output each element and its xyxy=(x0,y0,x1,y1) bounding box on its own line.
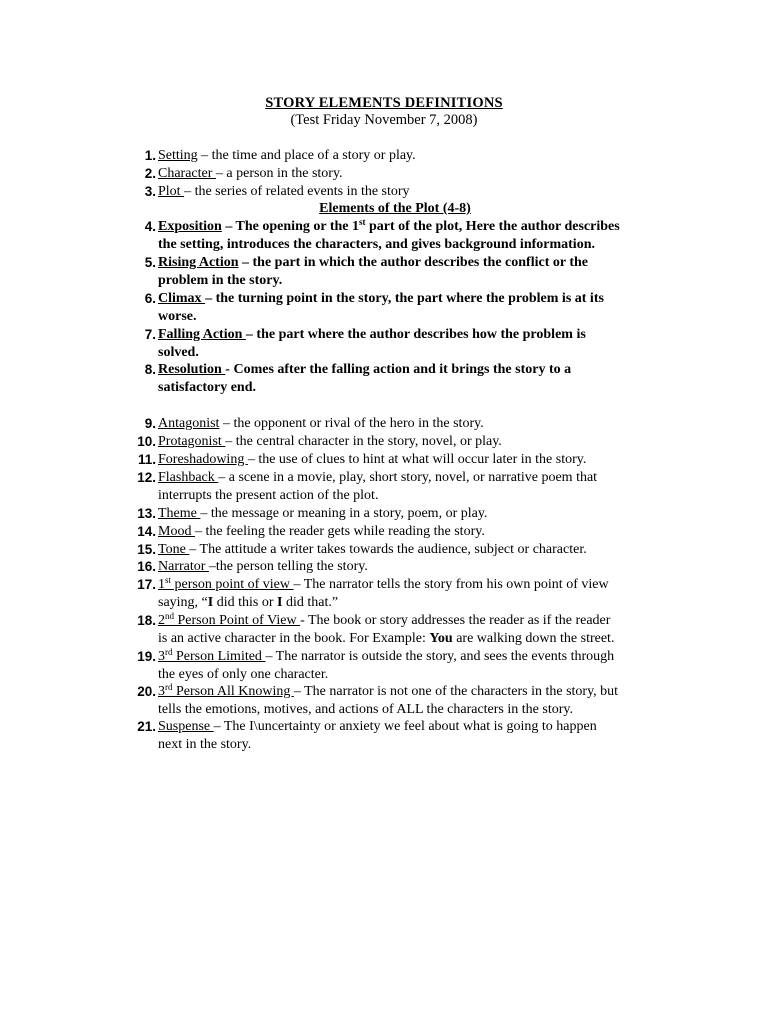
item-term: Plot xyxy=(158,184,185,199)
item-definition: – the series of related events in the story xyxy=(184,184,410,199)
item-definition-line2: problem in the story. xyxy=(158,273,283,288)
item-number: 2. xyxy=(144,166,156,181)
ordinal-suffix: st xyxy=(358,217,366,227)
item-number: 4. xyxy=(144,219,156,234)
item-number: 20. xyxy=(137,684,156,699)
item-definition: – the message or meaning in a story, poem, or play. xyxy=(200,506,488,521)
ordinal-suffix: st xyxy=(165,575,172,585)
item-number: 9. xyxy=(144,416,156,431)
item-term: Rising Action xyxy=(158,255,239,270)
item-number: 15. xyxy=(137,542,156,557)
item-definition-line2: next in the story. xyxy=(158,737,252,752)
item-definition: – The opening or the 1 xyxy=(221,219,359,234)
item-definition-line2: tells the emotions, motives, and actions of ALL the characters in the story. xyxy=(158,702,573,717)
item-term: Theme xyxy=(158,506,201,521)
item-definition: – The I\uncertainty or anxiety we feel about what is going to happen xyxy=(213,719,597,734)
item-definition: – The narrator is not one of the characters in the story, but xyxy=(293,684,619,699)
item-definition: – the time and place of a story or play. xyxy=(197,148,416,163)
item-term: 2nd Person Point of View xyxy=(158,611,301,628)
item-term: Character xyxy=(158,166,216,181)
item-number: 18. xyxy=(137,613,156,628)
item-definition: - The book or story addresses the reader as if the reader xyxy=(300,613,611,628)
item-definition-line2: solved. xyxy=(158,345,199,360)
item-term: Narrator xyxy=(158,559,209,574)
item-definition: – the central character in the story, novel, or play. xyxy=(225,434,502,449)
item-definition: – the feeling the reader gets while reading the story. xyxy=(194,524,485,539)
item-term: 3rd Person All Knowing xyxy=(158,682,294,699)
item-term: Climax xyxy=(158,291,206,306)
item-definition: – The narrator is outside the story, and sees the events through xyxy=(265,649,615,664)
item-definition-line2: interrupts the present action of the plot. xyxy=(158,488,379,503)
document-title: STORY ELEMENTS DEFINITIONS xyxy=(265,95,503,111)
item-term: 3rd Person Limited xyxy=(158,647,266,664)
item-number: 17. xyxy=(137,577,156,592)
item-number: 7. xyxy=(144,327,156,342)
item-definition: – the use of clues to hint at what will occur later in the story. xyxy=(247,452,587,467)
item-number: 19. xyxy=(137,649,156,664)
item-term: Antagonist xyxy=(158,416,220,431)
item-definition: – The attitude a writer takes towards the audience, subject or character. xyxy=(189,542,587,557)
item-definition: – the opponent or rival of the hero in the story. xyxy=(219,416,484,431)
item-definition: – the part where the author describes how the problem is xyxy=(245,327,586,342)
item-definition-line2: is an active character in the book. For Example: You are walking down the street. xyxy=(158,631,615,646)
ordinal-suffix: rd xyxy=(165,647,173,657)
item-definition: – a person in the story. xyxy=(215,166,343,181)
item-definition: – the turning point in the story, the part where the problem is at its xyxy=(205,291,604,306)
item-number: 21. xyxy=(137,719,156,734)
item-term: Foreshadowing xyxy=(158,452,248,467)
item-definition-line2: the setting, introduces the characters, and gives background information. xyxy=(158,237,595,252)
item-number: 12. xyxy=(137,470,156,485)
item-definition: - Comes after the falling action and it brings the story to a xyxy=(225,362,572,377)
item-term: Resolution xyxy=(158,362,226,377)
item-definition-line2: the eyes of only one character. xyxy=(158,667,329,682)
item-number: 3. xyxy=(144,184,156,199)
item-definition-line2: saying, “I did this or I did that.” xyxy=(158,595,339,610)
item-number: 5. xyxy=(144,255,156,270)
ordinal-suffix: rd xyxy=(165,682,173,692)
item-term: Falling Action xyxy=(158,327,246,342)
item-number: 14. xyxy=(137,524,156,539)
item-definition: – the part in which the author describes the conflict or the xyxy=(238,255,588,270)
item-definition: –the person telling the story. xyxy=(208,559,368,574)
item-term: Exposition xyxy=(158,219,222,234)
item-number: 10. xyxy=(137,434,156,449)
plot-elements-heading: Elements of the Plot (4-8) xyxy=(319,201,471,216)
item-number: 6. xyxy=(144,291,156,306)
item-term: Tone xyxy=(158,542,190,557)
item-number: 11. xyxy=(137,452,156,467)
item-number: 1. xyxy=(144,148,156,163)
item-term: Flashback xyxy=(158,470,219,485)
item-definition: – a scene in a movie, play, short story, novel, or narrative poem that xyxy=(218,470,598,485)
item-number: 13. xyxy=(137,506,156,521)
item-term: 1st person point of view xyxy=(158,575,294,592)
item-number: 16. xyxy=(137,559,156,574)
item-definition: – The narrator tells the story from his own point of view xyxy=(293,577,609,592)
document-subtitle: (Test Friday November 7, 2008) xyxy=(290,112,478,128)
item-definition-cont: part of the plot, Here the author describes xyxy=(365,219,620,234)
item-term: Mood xyxy=(158,524,195,539)
item-term: Setting xyxy=(158,148,198,163)
item-definition-line2: worse. xyxy=(158,309,197,324)
item-term: Protagonist xyxy=(158,434,226,449)
ordinal-suffix: nd xyxy=(165,611,174,621)
item-term: Suspense xyxy=(158,719,214,734)
item-number: 8. xyxy=(144,362,156,377)
item-definition-line2: satisfactory end. xyxy=(158,380,256,395)
